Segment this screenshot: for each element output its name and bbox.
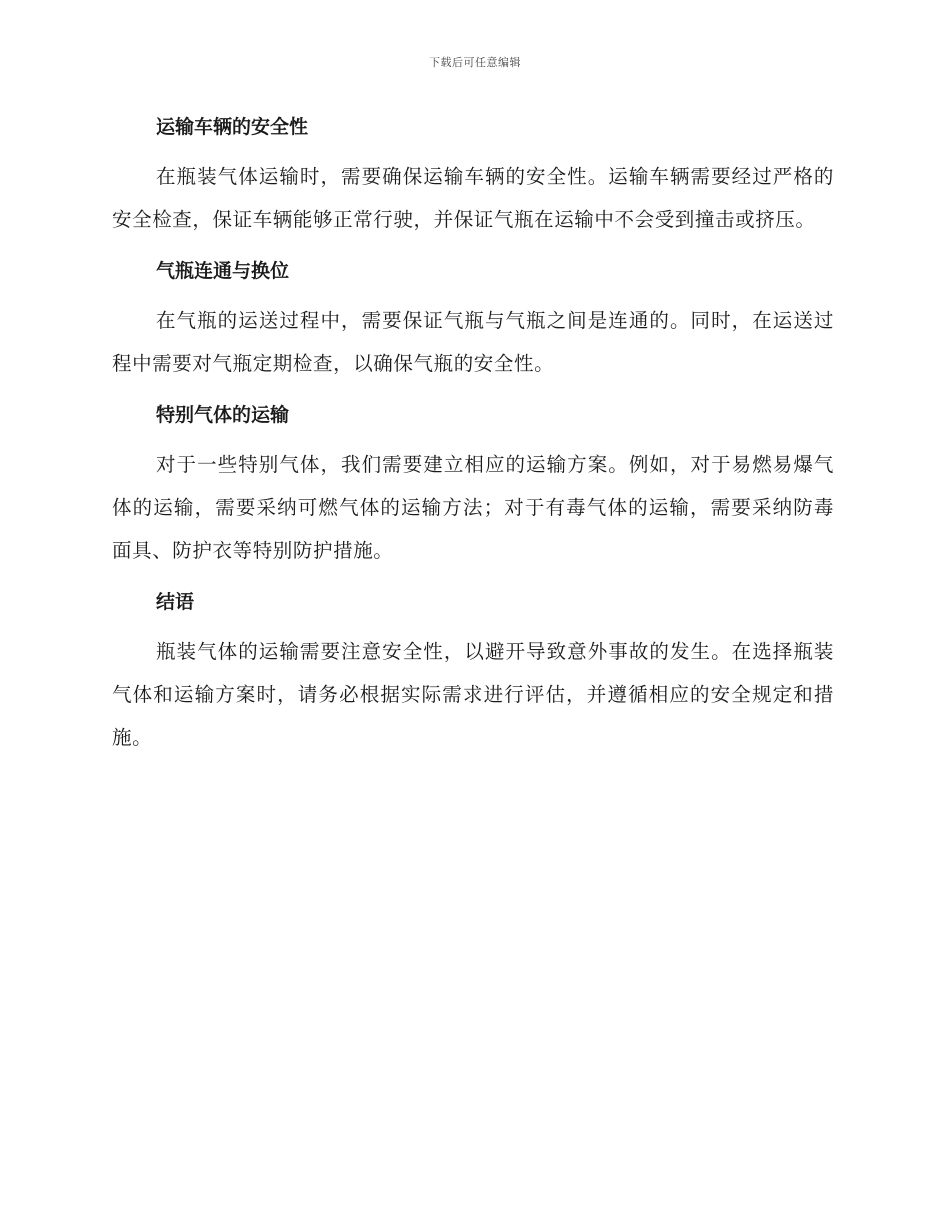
- section-vehicle-safety: [112, 110, 834, 241]
- section-paragraph: 对于一些特别气体，我们需要建立相应的运输方案。例如，对于易燃易爆气体的运输，需要采纳可燃气体的运输方法；对于有毒气体的运输，需要采纳防毒面具、防护衣等特别防护措施。: [112, 453, 834, 562]
- section-paragraph: 在瓶装气体运输时，需要确保运输车辆的安全性。运输车辆需要经过严格的安全检查，保证车辆能够正常行驶，并保证气瓶在运输中不会受到撞击或挤压。: [112, 165, 834, 231]
- section-special-gas: [112, 398, 834, 572]
- section-paragraph: 瓶装气体的运输需要注意安全性，以避开导致意外事故的发生。在选择瓶装气体和运输方案时，请务必根据实际需求进行评估，并遵循相应的安全规定和措施。: [112, 640, 834, 749]
- section-conclusion: [112, 585, 834, 759]
- page-header: 下载后可任意编辑: [429, 56, 521, 69]
- section-heading: 气瓶连通与换位: [156, 260, 290, 282]
- section-heading: 结语: [156, 591, 195, 613]
- section-cylinder-connection: [112, 254, 834, 385]
- section-heading: 特别气体的运输: [156, 404, 290, 426]
- document-content: [112, 110, 834, 772]
- section-paragraph: 在气瓶的运送过程中，需要保证气瓶与气瓶之间是连通的。同时，在运送过程中需要对气瓶定期检查，以确保气瓶的安全性。: [112, 309, 834, 375]
- section-heading: 运输车辆的安全性: [156, 116, 309, 138]
